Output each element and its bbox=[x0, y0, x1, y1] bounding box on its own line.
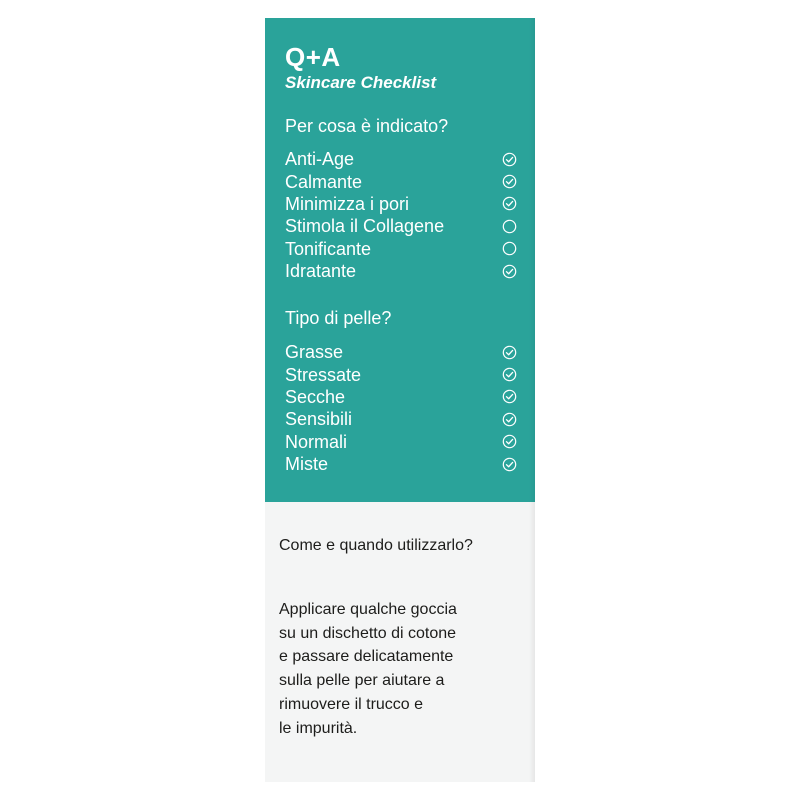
check-circle-icon bbox=[502, 196, 517, 211]
check-circle-icon bbox=[502, 367, 517, 382]
section-title-indication: Per cosa è indicato? bbox=[285, 116, 449, 136]
skin-type-list bbox=[285, 341, 517, 475]
usage-line: sulla pelle per aiutare a bbox=[279, 672, 445, 690]
empty-circle-icon bbox=[502, 219, 517, 234]
checklist-subtitle: Skincare Checklist bbox=[285, 73, 437, 92]
section-title-skin-type: Tipo di pelle? bbox=[285, 308, 392, 328]
checklist-row bbox=[285, 148, 517, 170]
usage-line: le impurità. bbox=[279, 719, 358, 737]
checklist-label: Miste bbox=[285, 454, 329, 475]
checklist-label: Anti-Age bbox=[285, 149, 355, 170]
checklist-row bbox=[285, 215, 517, 237]
product-box bbox=[265, 18, 535, 782]
checklist-panel bbox=[265, 18, 535, 502]
check-circle-icon bbox=[502, 412, 517, 427]
checklist-row bbox=[285, 431, 517, 453]
checklist-row bbox=[285, 386, 517, 408]
indication-list bbox=[285, 148, 517, 282]
brand-logo: Q+A bbox=[285, 42, 341, 72]
usage-instructions bbox=[279, 598, 529, 740]
check-circle-icon bbox=[502, 457, 517, 472]
usage-line: e passare delicatamente bbox=[279, 648, 454, 666]
checklist-row bbox=[285, 341, 517, 363]
usage-question: Come e quando utilizzarlo? bbox=[279, 537, 473, 554]
checklist-row bbox=[285, 408, 517, 430]
empty-circle-icon bbox=[502, 241, 517, 256]
checklist-row bbox=[285, 260, 517, 282]
checklist-label: Stressate bbox=[285, 364, 362, 385]
checklist-label: Minimizza i pori bbox=[285, 193, 410, 214]
checklist-row bbox=[285, 453, 517, 475]
checklist-row bbox=[285, 238, 517, 260]
checklist-label: Idratante bbox=[285, 261, 357, 282]
check-circle-icon bbox=[502, 174, 517, 189]
checklist-label: Tonificante bbox=[285, 238, 372, 259]
check-circle-icon bbox=[502, 345, 517, 360]
checklist-label: Stimola il Collagene bbox=[285, 216, 445, 237]
usage-line: rimuovere il trucco e bbox=[279, 695, 424, 713]
checklist-label: Sensibili bbox=[285, 409, 353, 430]
checklist-label: Grasse bbox=[285, 342, 344, 363]
check-circle-icon bbox=[502, 389, 517, 404]
check-circle-icon bbox=[502, 152, 517, 167]
check-circle-icon bbox=[502, 434, 517, 449]
usage-line: Applicare qualche goccia bbox=[279, 601, 457, 618]
checklist-label: Normali bbox=[285, 431, 348, 452]
checklist-row bbox=[285, 363, 517, 385]
usage-line: su un dischetto di cotone bbox=[279, 624, 457, 642]
check-circle-icon bbox=[502, 264, 517, 279]
checklist-row bbox=[285, 170, 517, 192]
checklist-label: Calmante bbox=[285, 171, 363, 192]
checklist-label: Secche bbox=[285, 386, 346, 407]
checklist-row bbox=[285, 193, 517, 215]
